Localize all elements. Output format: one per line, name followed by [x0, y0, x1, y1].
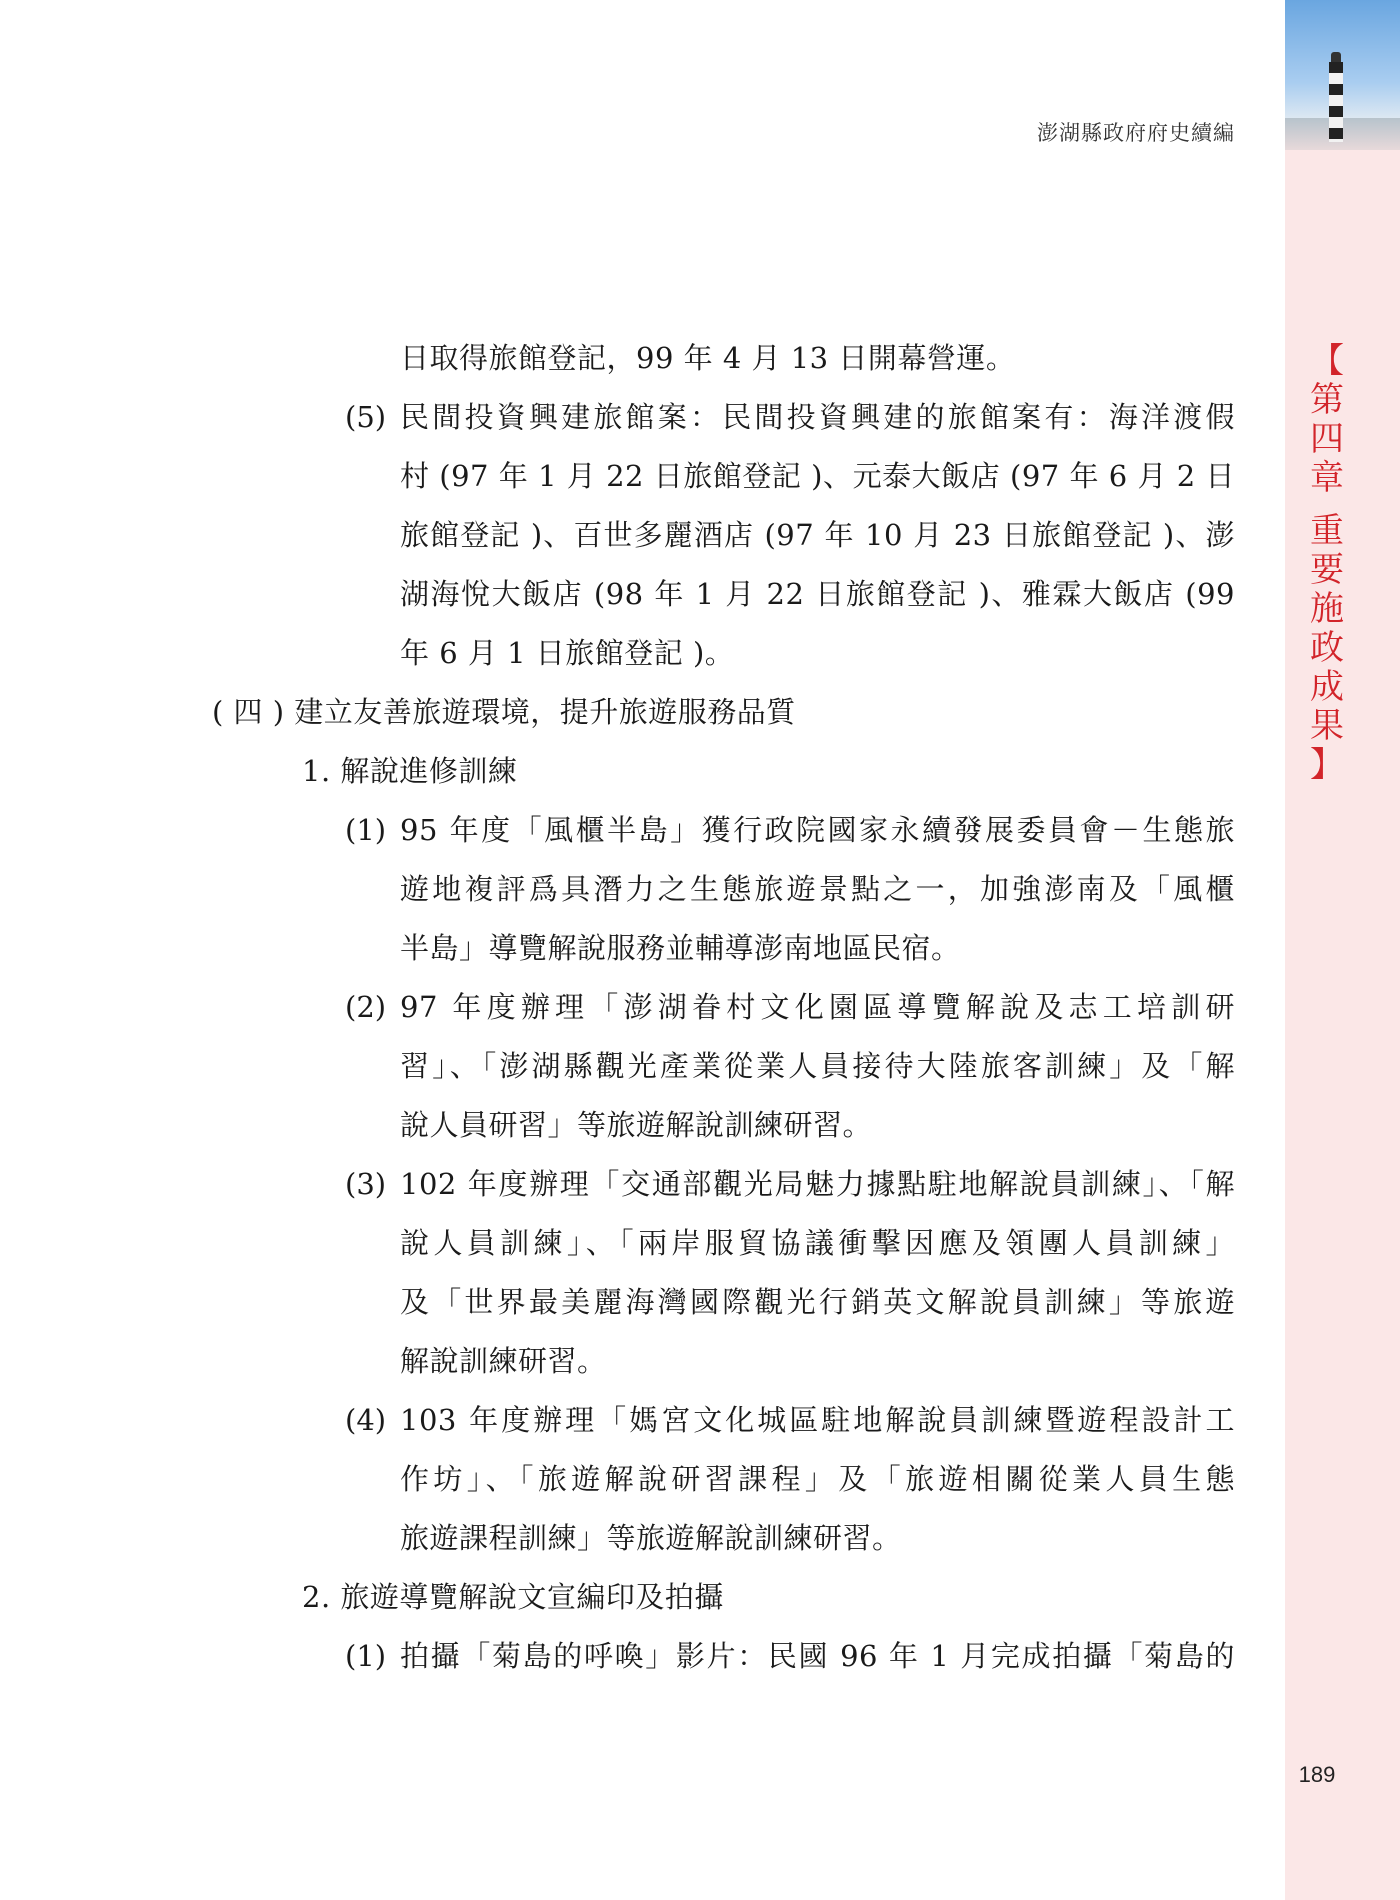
item-marker: (1): [345, 1639, 387, 1673]
item-marker: (4): [345, 1403, 387, 1437]
chapter-char: 施: [1310, 589, 1344, 629]
chapter-side-strip: [1285, 0, 1400, 1900]
subsection-heading: 2. 旅遊導覽解說文宣編印及拍攝: [302, 1580, 724, 1614]
body-line: 拍攝「菊島的呼喚」影片：民國 96 年 1 月完成拍攝「菊島的: [400, 1639, 1235, 1673]
chapter-char: 要: [1310, 550, 1344, 590]
body-line: 年 6 月 1 日旅館登記 )。: [400, 636, 735, 670]
chapter-char: 果: [1310, 706, 1344, 746]
body-line: 日取得旅館登記，99 年 4 月 13 日開幕營運。: [400, 341, 1016, 375]
chapter-char: 第: [1310, 380, 1344, 420]
page-number: 189: [1298, 1762, 1336, 1787]
body-line: 103 年度辦理「媽宮文化城區駐地解說員訓練暨遊程設計工: [400, 1403, 1235, 1437]
body-line: 97 年度辦理「澎湖眷村文化園區導覽解說及志工培訓研: [400, 990, 1235, 1024]
item-marker: (2): [345, 990, 387, 1024]
chapter-char: 】: [1310, 745, 1344, 785]
body-line: 習」、「澎湖縣觀光產業從業人員接待大陸旅客訓練」及「解: [400, 1049, 1235, 1083]
chapter-char: 四: [1310, 419, 1344, 459]
body-line: 95 年度「風櫃半島」獲行政院國家永續發展委員會－生態旅: [400, 813, 1235, 847]
body-line: 及「世界最美麗海灣國際觀光行銷英文解說員訓練」等旅遊: [400, 1285, 1235, 1319]
running-header: 澎湖縣政府府史續編: [1037, 121, 1235, 145]
item-marker: (5): [345, 400, 387, 434]
chapter-char: 重: [1310, 511, 1344, 551]
item-marker: (3): [345, 1167, 387, 1201]
body-line: 102 年度辦理「交通部觀光局魅力據點駐地解說員訓練」、「解: [400, 1167, 1235, 1201]
lighthouse-tower: [1329, 62, 1343, 142]
body-line: 旅館登記 )、百世多麗酒店 (97 年 10 月 23 日旅館登記 )、澎: [400, 518, 1235, 552]
body-line: 民間投資興建旅館案：民間投資興建的旅館案有：海洋渡假: [400, 400, 1235, 434]
body-line: 遊地複評爲具潛力之生態旅遊景點之一，加強澎南及「風櫃: [400, 872, 1235, 906]
body-line: 說人員訓練」、「兩岸服貿協議衝擊因應及領團人員訓練」: [400, 1226, 1235, 1260]
body-line: 說人員研習」等旅遊解說訓練研習。: [400, 1108, 873, 1142]
body-line: 半島」導覽解說服務並輔導澎南地區民宿。: [400, 931, 961, 965]
body-line: 湖海悅大飯店 (98 年 1 月 22 日旅館登記 )、雅霖大飯店 (99: [400, 577, 1235, 611]
chapter-label: [1307, 342, 1347, 785]
item-marker: (1): [345, 813, 387, 847]
chapter-char: 章: [1310, 458, 1344, 498]
chapter-char: 【: [1310, 341, 1344, 381]
body-line: 解說訓練研習。: [400, 1344, 607, 1378]
chapter-char: [1307, 498, 1347, 512]
subsection-heading: 1. 解說進修訓練: [302, 754, 518, 788]
body-line: 村 (97 年 1 月 22 日旅館登記 )、元泰大飯店 (97 年 6 月 2 日: [400, 459, 1235, 493]
section-heading: ( 四 ) 建立友善旅遊環境，提升旅遊服務品質: [212, 695, 796, 729]
body-line: 旅遊課程訓練」等旅遊解說訓練研習。: [400, 1521, 902, 1555]
chapter-char: 成: [1310, 667, 1344, 707]
body-line: 作坊」、「旅遊解說研習課程」及「旅遊相關從業人員生態: [400, 1462, 1235, 1496]
chapter-char: 政: [1310, 628, 1344, 668]
lighthouse-photo: [1285, 0, 1400, 150]
